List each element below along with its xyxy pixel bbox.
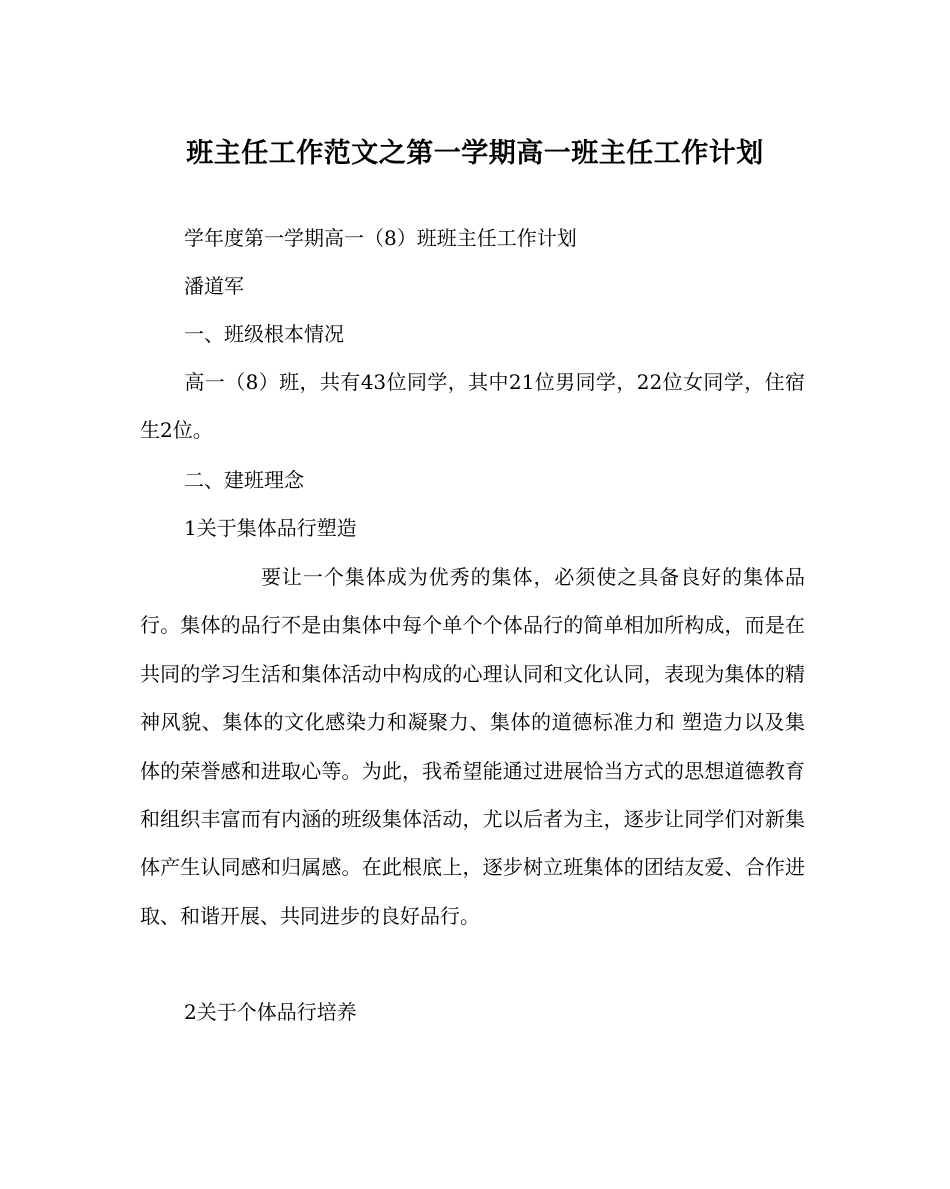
section-1-heading: 一、班级根本情况 xyxy=(184,322,344,346)
item-2-heading: 2关于个体品行培养 xyxy=(184,1000,357,1024)
section-1-body: 高一（8）班，共有43位同学，其中21位男同学，22位女同学，住宿生2位。 xyxy=(140,370,805,443)
item-1-paragraph xyxy=(140,553,805,940)
item-1-heading: 1关于集体品行塑造 xyxy=(184,516,357,540)
document-subtitle: 学年度第一学期高一（8）班班主任工作计划 xyxy=(184,226,577,250)
item-1-body: 要让一个集体成为优秀的集体，必须使之具备良好的集体品行。集体的品行不是由集体中每个单个个体品行的简单相加所构成，而是在共同的学习生活和集体活动中构成的心理认同和文化认同，表现为集体的精神风貌、集体的文化感染力和凝聚力、集体的道德标准力和 塑造力以及集体的荣誉感和进取心等。为此，我希望能通过进展恰当方式的思想道德教育和组织丰富而有内涵的班级集体活动，尤以后者为主，逐步让同学们对新集体产生认同感和归属感。在此根底上，逐步树立班集体的团结友爱、合作进取、和谐开展、共同进步的良好品行。 xyxy=(140,565,805,928)
section-1-paragraph xyxy=(140,358,805,455)
section-2-heading: 二、建班理念 xyxy=(184,468,304,492)
document-title: 班主任工作范文之第一学期高一班主任工作计划 xyxy=(186,138,764,169)
author-name: 潘道军 xyxy=(184,274,244,298)
